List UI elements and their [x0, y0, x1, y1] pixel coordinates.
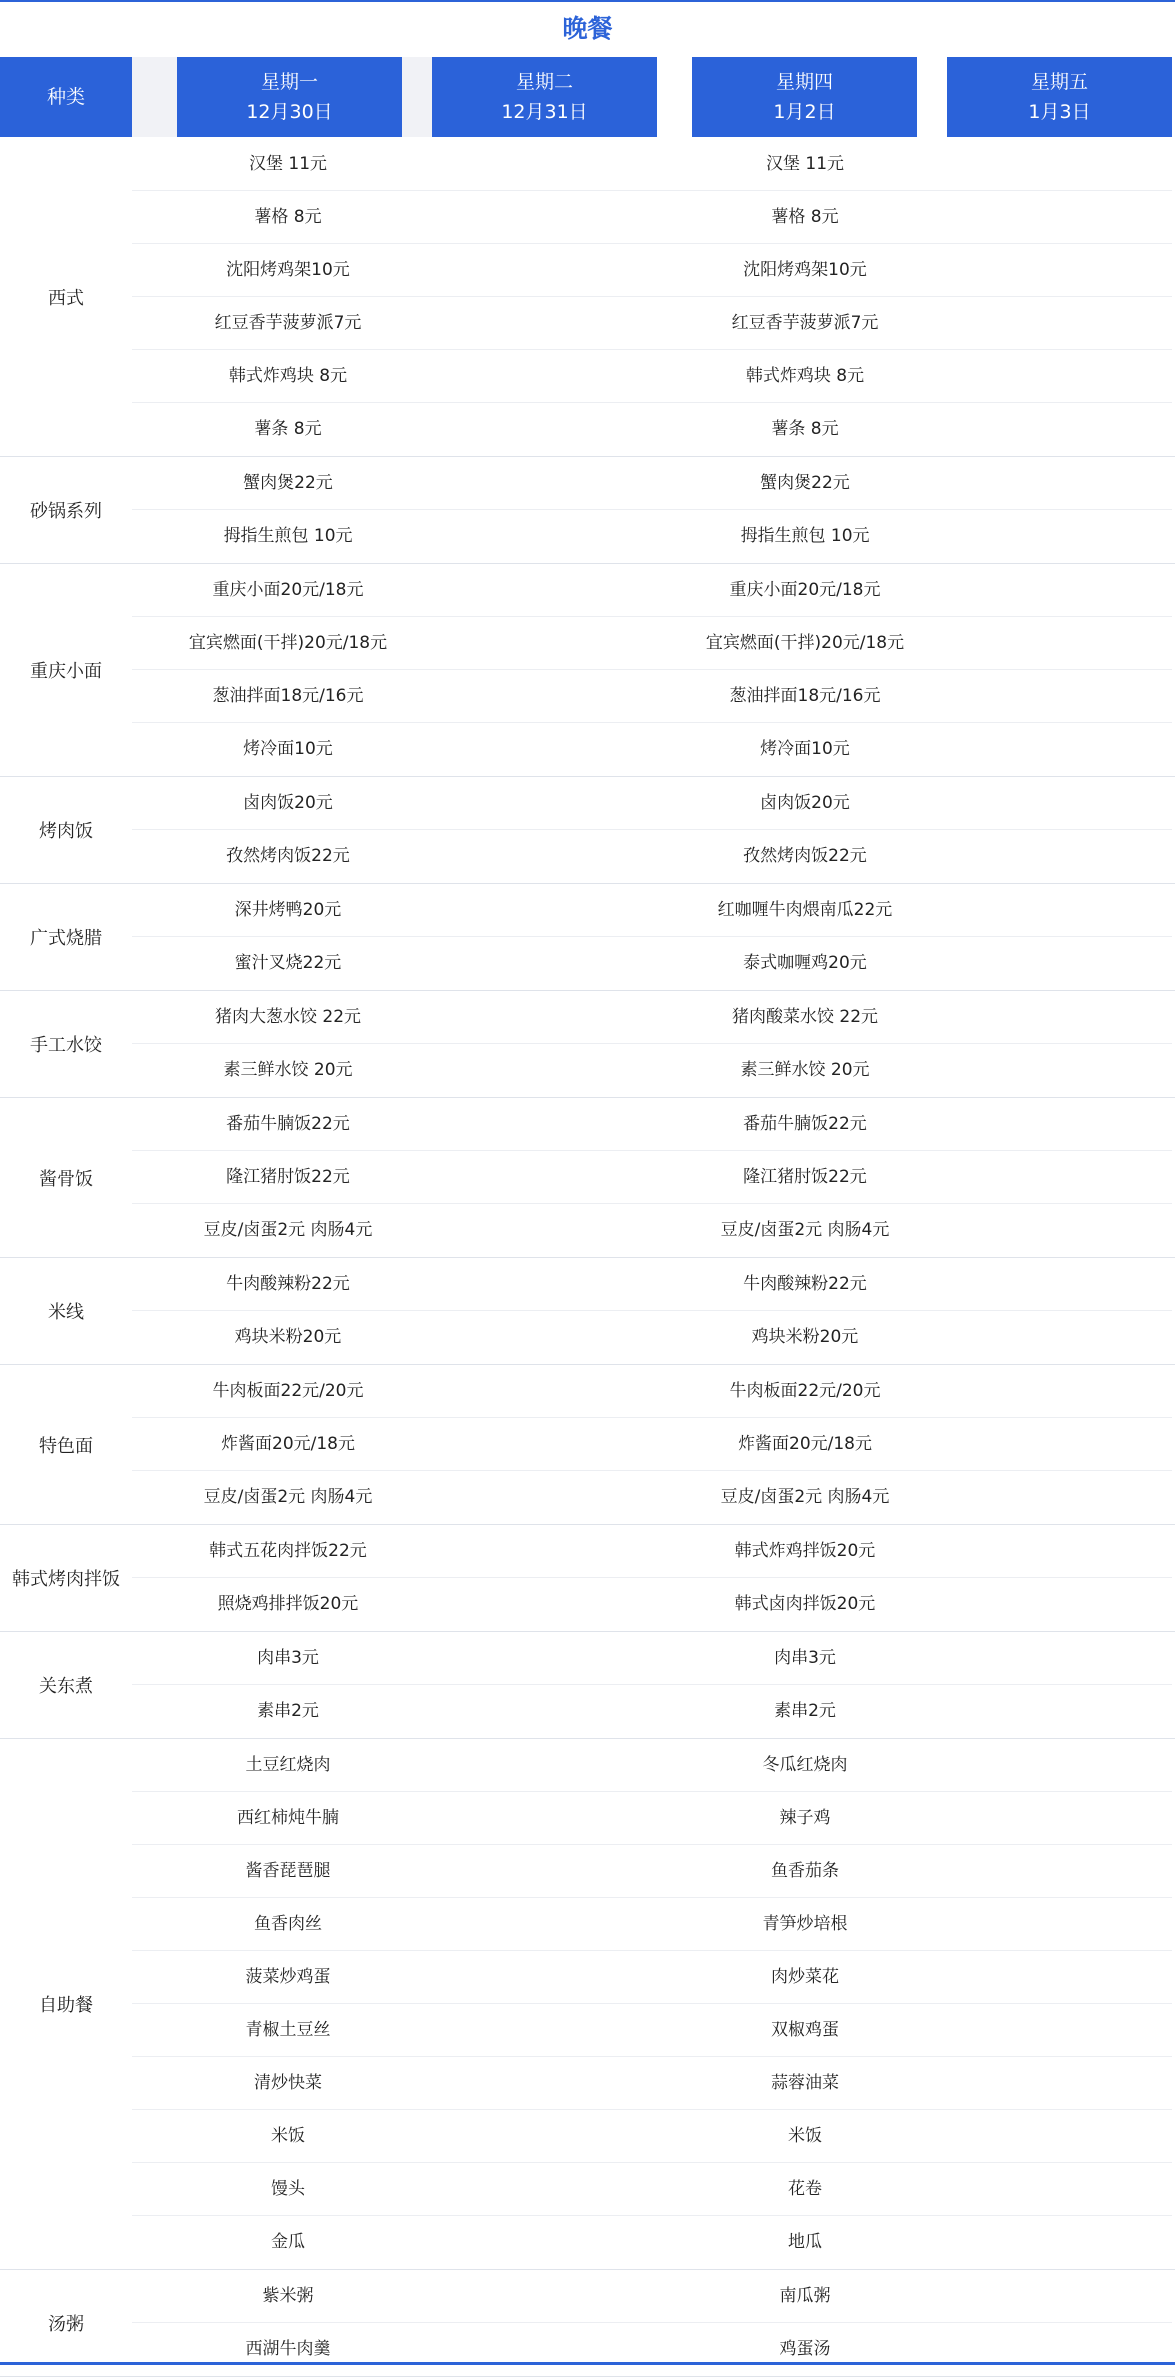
thursday-dish: 鸡块米粉20元: [751, 1327, 859, 1347]
menu-row: [0, 2163, 1175, 2216]
menu-row: [0, 2110, 1175, 2163]
thursday-dish: 葱油拌面18元/16元: [729, 686, 881, 706]
header-day-thursday: [692, 57, 917, 137]
category-label: 烤肉饭: [39, 821, 93, 842]
monday-dish: 番茄牛腩饭22元: [226, 1114, 350, 1134]
thursday-dish: 泰式咖喱鸡20元: [743, 953, 867, 973]
monday-dish: 牛肉酸辣粉22元: [226, 1274, 350, 1294]
menu-row: [0, 1098, 1175, 1151]
monday-dish: 清炒快菜: [254, 2073, 322, 2093]
monday-dish: 紫米粥: [262, 2286, 314, 2306]
thursday-dish: 孜然烤肉饭22元: [743, 846, 867, 866]
header-date-label: 1月2日: [773, 101, 836, 123]
thursday-dish: 番茄牛腩饭22元: [743, 1114, 867, 1134]
menu-row: [0, 457, 1175, 510]
monday-dish: 米饭: [271, 2126, 305, 2146]
thursday-dish: 花卷: [788, 2179, 822, 2199]
thursday-dish: 素三鲜水饺 20元: [740, 1060, 870, 1080]
monday-dish: 韩式五花肉拌饭22元: [209, 1541, 367, 1561]
monday-dish: 菠菜炒鸡蛋: [245, 1967, 331, 1987]
monday-dish: 西湖牛肉羹: [245, 2339, 331, 2359]
monday-dish: 重庆小面20元/18元: [212, 580, 364, 600]
thursday-dish: 牛肉酸辣粉22元: [743, 1274, 867, 1294]
thursday-dish: 薯条 8元: [771, 419, 839, 439]
monday-dish: 酱香琵琶腿: [245, 1861, 331, 1881]
thursday-dish: 双椒鸡蛋: [771, 2020, 839, 2040]
category-label: 手工水饺: [30, 1035, 102, 1056]
thursday-dish: 豆皮/卤蛋2元 肉肠4元: [720, 1220, 890, 1240]
monday-dish: 素串2元: [257, 1701, 319, 1721]
monday-dish: 豆皮/卤蛋2元 肉肠4元: [203, 1220, 373, 1240]
menu-group: [0, 1098, 1175, 1258]
monday-dish: 孜然烤肉饭22元: [226, 846, 350, 866]
menu-group: [0, 884, 1175, 991]
menu-group: [0, 138, 1175, 457]
thursday-dish: 猪肉酸菜水饺 22元: [731, 1007, 879, 1027]
header-date-label: 1月3日: [1028, 101, 1091, 123]
thursday-dish: 红咖喱牛肉煨南瓜22元: [717, 900, 893, 920]
menu-row: [0, 1151, 1175, 1204]
category-label: 酱骨饭: [39, 1168, 93, 1190]
monday-dish: 葱油拌面18元/16元: [212, 686, 364, 706]
menu-row: [0, 884, 1175, 937]
menu-row: [0, 1951, 1175, 2004]
monday-dish: 沈阳烤鸡架10元: [226, 260, 350, 280]
header-category-label: 种类: [46, 86, 85, 108]
monday-dish: 馒头: [271, 2179, 305, 2199]
menu-row: [0, 1418, 1175, 1471]
monday-dish: 猪肉大葱水饺 22元: [214, 1007, 362, 1027]
menu-row: [0, 830, 1175, 883]
menu-group: [0, 1632, 1175, 1739]
header-gap: [132, 57, 177, 137]
thursday-dish: 重庆小面20元/18元: [729, 580, 881, 600]
menu-row: [0, 1578, 1175, 1631]
category-label: 自助餐: [39, 1995, 93, 2016]
category-label: 特色面: [39, 1435, 93, 1457]
category-label: 米线: [48, 1302, 84, 1323]
thursday-dish: 辣子鸡: [779, 1808, 831, 1828]
monday-dish: 蟹肉煲22元: [243, 473, 333, 493]
monday-dish: 薯条 8元: [254, 419, 322, 439]
header-day-label: 星期一: [260, 71, 318, 93]
menu-row: [0, 244, 1175, 297]
menu-group: [0, 564, 1175, 777]
category-label: 汤粥: [48, 2314, 84, 2335]
menu-row: [0, 297, 1175, 350]
menu-row: [0, 2270, 1175, 2323]
monday-dish: 韩式炸鸡块 8元: [228, 366, 348, 386]
menu-grid: [0, 138, 1175, 2377]
header-day-label: 星期四: [775, 71, 833, 93]
header-day-tuesday: [432, 57, 657, 137]
monday-dish: 拇指生煎包 10元: [223, 526, 353, 546]
menu-group: [0, 1739, 1175, 2270]
header-day-monday: [177, 57, 402, 137]
top-border: [0, 0, 1175, 2]
category-label: 韩式烤肉拌饭: [12, 1569, 120, 1590]
menu-row: [0, 2004, 1175, 2057]
menu-row: [0, 403, 1175, 456]
monday-dish: 豆皮/卤蛋2元 肉肠4元: [203, 1487, 373, 1507]
menu-row: [0, 937, 1175, 990]
menu-group: [0, 1258, 1175, 1365]
category-label: 西式: [48, 288, 84, 309]
monday-dish: 西红柿炖牛腩: [237, 1808, 339, 1828]
thursday-dish: 汉堡 11元: [765, 154, 845, 174]
thursday-dish: 素串2元: [774, 1701, 836, 1721]
thursday-dish: 肉串3元: [774, 1648, 836, 1668]
monday-dish: 宜宾燃面(干拌)20元/18元: [188, 633, 388, 653]
menu-row: [0, 1258, 1175, 1311]
thursday-dish: 隆江猪肘饭22元: [743, 1167, 867, 1187]
menu-group: [0, 991, 1175, 1098]
thursday-dish: 鸡蛋汤: [779, 2339, 831, 2359]
page-title: 晚餐: [562, 14, 613, 43]
monday-dish: 鱼香肉丝: [254, 1914, 322, 1934]
menu-group: [0, 1365, 1175, 1525]
thursday-dish: 豆皮/卤蛋2元 肉肠4元: [720, 1487, 890, 1507]
monday-dish: 卤肉饭20元: [243, 793, 333, 813]
category-label: 广式烧腊: [30, 928, 102, 949]
header-date-label: 12月31日: [501, 101, 588, 123]
menu-row: [0, 1792, 1175, 1845]
monday-dish: 土豆红烧肉: [245, 1755, 331, 1775]
category-label: 关东煮: [39, 1676, 93, 1697]
menu-row: [0, 723, 1175, 776]
menu-row: [0, 991, 1175, 1044]
menu-row: [0, 138, 1175, 191]
thursday-dish: 鱼香茄条: [771, 1861, 839, 1881]
thursday-dish: 蟹肉煲22元: [760, 473, 850, 493]
header-day-label: 星期五: [1030, 71, 1088, 93]
thursday-dish: 烤冷面10元: [760, 739, 850, 759]
thursday-dish: 蒜蓉油菜: [771, 2073, 839, 2093]
menu-row: [0, 617, 1175, 670]
menu-row: [0, 1739, 1175, 1792]
header-date-label: 12月30日: [246, 101, 333, 123]
monday-dish: 照烧鸡排拌饭20元: [217, 1594, 359, 1614]
category-label: 砂锅系列: [30, 501, 102, 522]
monday-dish: 肉串3元: [257, 1648, 319, 1668]
thursday-dish: 青笋炒培根: [762, 1914, 848, 1934]
menu-row: [0, 2323, 1175, 2376]
menu-row: [0, 670, 1175, 723]
menu-group: [0, 777, 1175, 884]
menu-row: [0, 350, 1175, 403]
monday-dish: 红豆香芋菠萝派7元: [214, 313, 362, 333]
thursday-dish: 炸酱面20元/18元: [738, 1434, 872, 1454]
header-gap: [402, 57, 432, 137]
menu-row: [0, 1044, 1175, 1097]
thursday-dish: 冬瓜红烧肉: [762, 1755, 848, 1775]
monday-dish: 青椒土豆丝: [245, 2020, 331, 2040]
header-day-friday: [947, 57, 1172, 137]
menu-row: [0, 1311, 1175, 1364]
thursday-dish: 韩式炸鸡块 8元: [745, 366, 865, 386]
thursday-dish: 肉炒菜花: [771, 1967, 839, 1987]
monday-dish: 深井烤鸭20元: [234, 900, 342, 920]
menu-row: [0, 1525, 1175, 1578]
thursday-dish: 南瓜粥: [779, 2286, 831, 2306]
category-label: 重庆小面: [30, 661, 102, 682]
monday-dish: 炸酱面20元/18元: [221, 1434, 355, 1454]
menu-row: [0, 191, 1175, 244]
menu-row: [0, 2057, 1175, 2110]
thursday-dish: 米饭: [788, 2126, 822, 2146]
menu-row: [0, 1632, 1175, 1685]
menu-row: [0, 2216, 1175, 2269]
thursday-dish: 薯格 8元: [771, 207, 839, 227]
header-category: [0, 57, 132, 137]
menu-row: [0, 1898, 1175, 1951]
monday-dish: 烤冷面10元: [243, 739, 333, 759]
menu-row: [0, 510, 1175, 563]
thursday-dish: 红豆香芋菠萝派7元: [731, 313, 879, 333]
menu-row: [0, 1204, 1175, 1257]
menu-row: [0, 1471, 1175, 1524]
monday-dish: 蜜汁叉烧22元: [234, 953, 342, 973]
menu-row: [0, 777, 1175, 830]
menu-row: [0, 564, 1175, 617]
menu-group: [0, 1525, 1175, 1632]
thursday-dish: 地瓜: [788, 2232, 822, 2252]
thursday-dish: 沈阳烤鸡架10元: [743, 260, 867, 280]
header-day-label: 星期二: [515, 71, 573, 93]
thursday-dish: 宜宾燃面(干拌)20元/18元: [705, 633, 905, 653]
monday-dish: 隆江猪肘饭22元: [226, 1167, 350, 1187]
thursday-dish: 牛肉板面22元/20元: [729, 1381, 881, 1401]
thursday-dish: 韩式卤肉拌饭20元: [734, 1594, 876, 1614]
monday-dish: 金瓜: [271, 2232, 305, 2252]
monday-dish: 薯格 8元: [254, 207, 322, 227]
monday-dish: 汉堡 11元: [248, 154, 328, 174]
menu-group: [0, 457, 1175, 564]
thursday-dish: 韩式炸鸡拌饭20元: [734, 1541, 876, 1561]
menu-row: [0, 1845, 1175, 1898]
thursday-dish: 卤肉饭20元: [760, 793, 850, 813]
menu-group: [0, 2270, 1175, 2377]
monday-dish: 牛肉板面22元/20元: [212, 1381, 364, 1401]
menu-row: [0, 1365, 1175, 1418]
monday-dish: 素三鲜水饺 20元: [223, 1060, 353, 1080]
menu-row: [0, 1685, 1175, 1738]
monday-dish: 鸡块米粉20元: [234, 1327, 342, 1347]
thursday-dish: 拇指生煎包 10元: [740, 526, 870, 546]
